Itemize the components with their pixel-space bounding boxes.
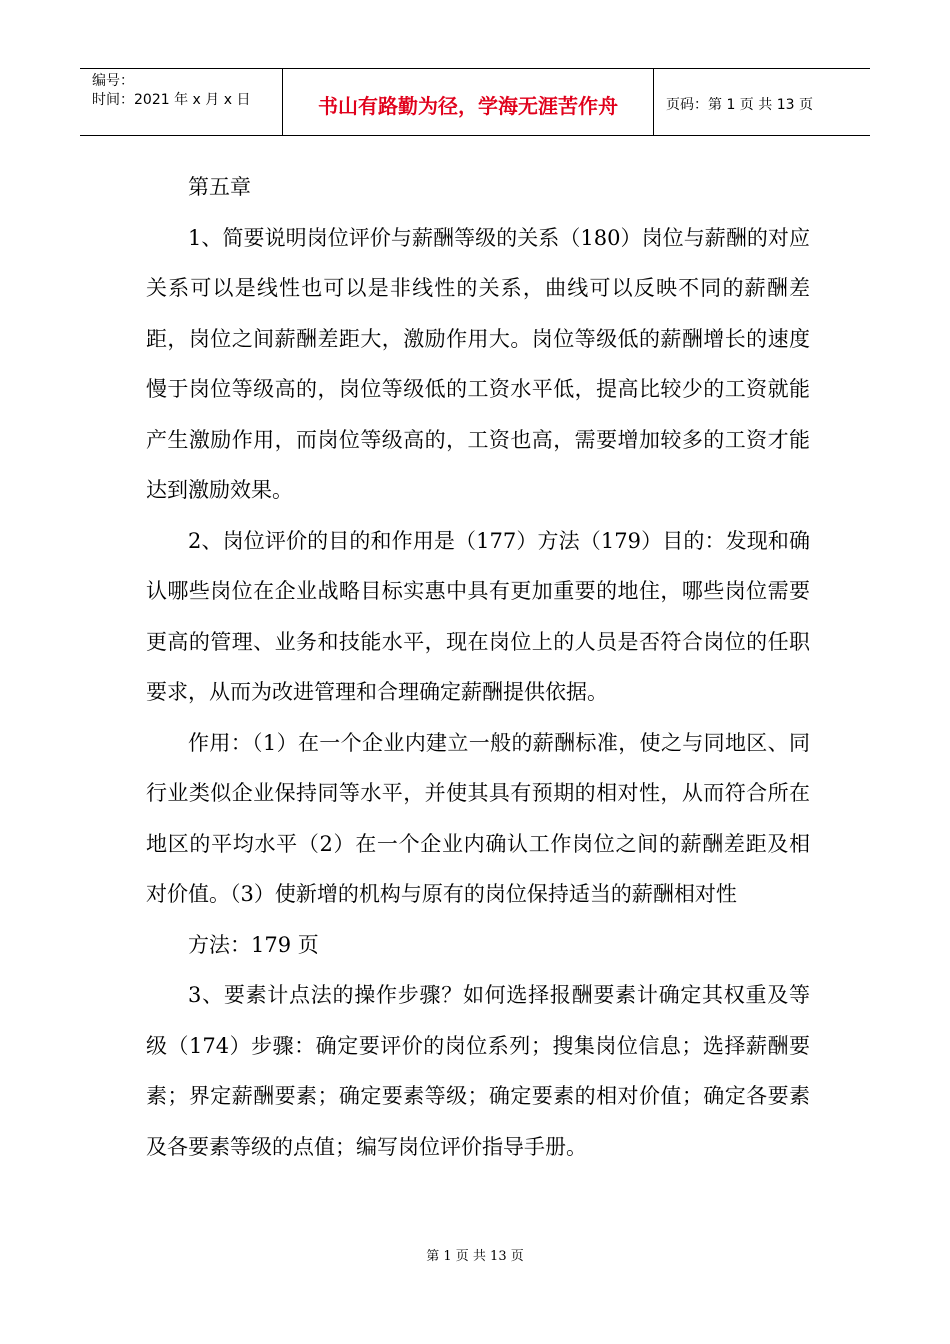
header-motto: 书山有路勤为径，学海无涯苦作舟: [283, 69, 654, 135]
page-footer: 第 1 页 共 13 页: [426, 1249, 524, 1264]
header-page-info: 页码：第 1 页 共 13 页: [666, 97, 813, 113]
header-meta-cell: [80, 69, 283, 135]
document-number-label: 编号：: [92, 73, 134, 89]
paragraph-question-2: 2、岗位评价的目的和作用是（177）方法（179）目的：发现和确认哪些岗位在企业战略目标实惠中具有更加重要的地住，哪些岗位需要更高的管理、业务和技能水平，现在岗位上的人员是否符合岗位的任职要求，从而为改进管理和合理确定薪酬提供依据。: [146, 528, 810, 704]
document-date-label: 时间：2021 年 x 月 x 日: [92, 92, 251, 108]
paragraph-question-1: 1、简要说明岗位评价与薪酬等级的关系（180）岗位与薪酬的对应关系可以是线性也可以是非线性的关系，曲线可以反映不同的薪酬差距，岗位之间薪酬差距大，激励作用大。岗位等级低的薪酬增长的速度慢于岗位等级高的，岗位等级低的工资水平低，提高比较少的工资就能产生激励作用，而岗位等级高的，工资也高，需要增加较多的工资才能达到激励效果。: [146, 225, 810, 502]
paragraph-question-3: 3、要素计点法的操作步骤？如何选择报酬要素计确定其权重及等级（174）步骤：确定要评价的岗位系列；搜集岗位信息；选择薪酬要素；界定薪酬要素；确定要素等级；确定要素的相对价值；确定各要素及各要素等级的点值；编写岗位评价指导手册。: [146, 983, 810, 1159]
document-body: [146, 162, 810, 1172]
document-header: [80, 68, 870, 136]
paragraph-methods: 方法：179 页: [188, 932, 319, 957]
chapter-heading: 第五章: [188, 175, 251, 199]
paragraph-functions: 作用：（1）在一个企业内建立一般的薪酬标准，使之与同地区、同行业类似企业保持同等水平，并使其具有预期的相对性，从而符合所在地区的平均水平（2）在一个企业内确认工作岗位之间的薪酬差距及相对价值。（3）使新增的机构与原有的岗位保持适当的薪酬相对性: [146, 730, 810, 906]
